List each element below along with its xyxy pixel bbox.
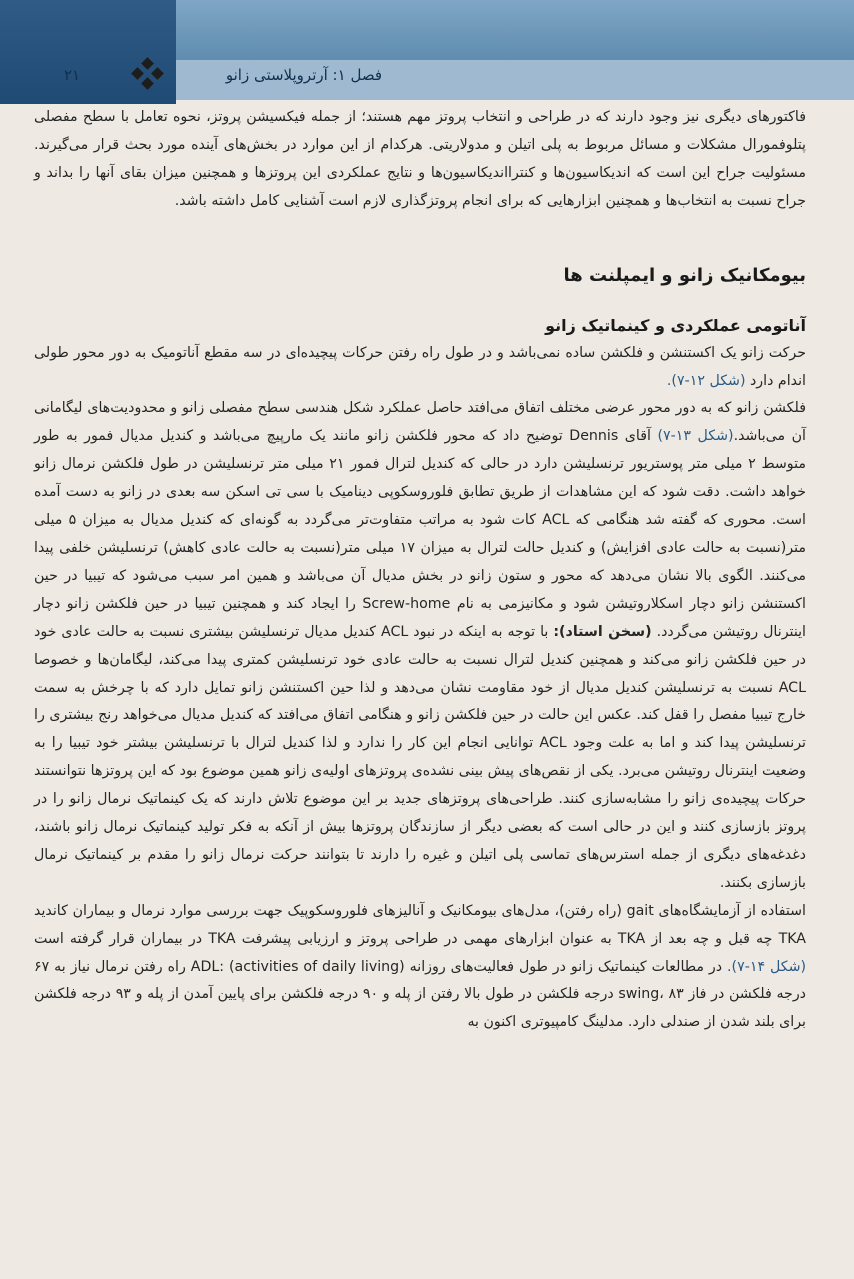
subsection-heading: آناتومی عملکردی و کینماتیک زانو [545,315,806,335]
page-body [34,104,806,1037]
four-diamond-ornament-icon [128,58,168,98]
figure-reference: (شکل ۱۲-۷). [666,372,746,389]
figure-reference: (شکل ۱۳-۷) [657,428,734,445]
paragraph-text: در مطالعات کینماتیک زانو در طول فعالیت‌های روزانه ADL: (activities of daily living) راه رفتن نرمال نیاز به ۶۷ درجه فلکشن در فاز swing، ۸۳ درجه فلکشن در طول بالا رفتن از پله و ۹۰ درجه فلکشن برای پایین آمدن از پله و ۹۳ درجه فلکشن برای بلند شدن از صندلی دارد. مدلینگ کامپیوتری اکنون به [34,958,806,1031]
page-number: ۲۱ [64,66,81,84]
paragraph-text: با توجه به اینکه در نبود ACL کندیل مدیال ترنسلیشن بیشتری نسبت به حالت عادی خود در حین فلکشن زانو می‌کند و همچنین کندیل لترال نسبت به حالت عادی خود ترنسلیشن کمتری پیدا می‌کند، لیگامان‌ها و خصوصا ACL نسبت به ترنسلیشن کندیل مدیال از خود مقاومت نشان می‌دهد و لذا حین اکستنشن زانو تمایل دارد که با چرخش به سمت خارج تیبیا مفصل را قفل کند. عکس این حالت در حین فلکشن زانو و هنگامی اتفاق می‌افتد که کندیل مدیال می‌خواهد رنج بیشتری را ترنسلیشن پیدا کند و اما به علت وجود ACL توانایی انجام این کار را ندارد و لذا کندیل لترال با ترنسلیشن بیشتر خود تیبیا را به وضعیت اینترنال روتیشن می‌برد. یکی از نقص‌های پیش بینی نشده‌ی پروتزهای اولیه‌ی زانو همین موضوع بود که این پروتزها نتوانستند حرکات پیچیده‌ی زانو را مشابه‌سازی کنند. طراحی‌های پروتزهای جدید بر این موضوع تلاش دارند که یک کینماتیک نرمال زانو را در پروتز بازسازی کنند و این در حالی است که بعضی دیگر از سازندگان پروتزها بیش از آنکه به فکر تولید کینماتیک نرمال زانو باشند، دغدغه‌های دیگری از جمله استرس‌های تماسی پلی اتیلن و غیره را دارند تا بتوانند حرکت نرمال زانو را مقدم بر کینماتیک نرمال بازسازی بکنند. [34,623,806,891]
paragraph-gait-analysis [34,898,806,1038]
chapter-title: فصل ۱: آرتروپلاستی زانو [225,66,382,84]
paragraph-knee-motion [34,340,806,396]
section-heading: بیومکانیک زانو و ایمپلنت ها [563,264,806,286]
paragraph-flexion-axis [34,395,806,897]
figure-reference: (شکل ۱۴-۷). [727,958,807,975]
paragraph-text: فلکشن زانو که به دور محور عرضی مختلف اتفاق می‌افتد حاصل عملکرد شکل هندسی سطح مفصلی زانو و محدودیت‌های لیگامانی آن می‌باشد. [34,400,806,445]
paragraph-text: حرکت زانو یک اکستنشن و فلکشن ساده نمی‌باشد و در طول راه رفتن حرکات پیچیده‌ای در سه مقطع آناتومیک به دور محور طولی اندام دارد [34,344,806,389]
professor-note-label: (سخن استاد): [553,623,652,640]
intro-paragraph: فاکتورهای دیگری نیز وجود دارند که در طراحی و انتخاب پروتز مهم هستند؛ از جمله فیکسیشن پروتز، نحوه تعامل با سطح مفصلی پتلوفمورال مشکلات و مسائل مربوط به پلی اتیلن و مدولاریتی. هرکدام از این موارد در بخش‌های آینده مورد بحث قرار می‌گیرند. مسئولیت جراح این است که اندیکاسیون‌ها و کنترااندیکاسیون‌ها و نتایج عملکردی این پروتزها و همچنین میزان بقای آنها را بداند و جراح نسبت به انتخاب‌ها و همچنین ابزارهایی که برای انجام پروتزگذاری لازم است آشنایی کامل داشته باشد. [34,109,806,209]
paragraph-text: استفاده از آزمایشگاه‌های gait (راه رفتن)، مدل‌های بیومکانیک و آنالیزهای فلوروسکوپیک جهت بررسی موارد نرمال و بیماران کاندید TKA چه قبل و چه بعد از TKA به عنوان ابزارهای مهمی در طراحی پروتز و ارزیابی پیشرفت TKA در بیماران قرار گرفته است [34,902,806,947]
paragraph-text: آقای Dennis توضیح داد که محور فلکشن زانو مانند یک مارپیچ می‌باشد و کندیل مدیال فمور به طور متوسط ۲ میلی متر پوستریور ترنسلیشن دارد در حالی که کندیل لترال فمور ۲۱ میلی متر ترنسلیشن در طول فلکشن نرمال زانو خواهد داشت. دقت شود که این مشاهدات از طریق تطابق فلوروسکوپی دینامیک با سی تی اسکن سه بعدی در زانو به دست آمده است. محوری که گفته شد هنگامی که ACL کات شود به مراتب متفاوت‌تر می‌گردد به گونه‌ای که کندیل مدیال به میزان ۵ میلی متر(نسبت به حالت عادی افزایش) و کندیل حالت لترال به میزان ۱۷ میلی متر(نسبت به حالت عادی کاهش) ترنسلیشن خلفی پیدا می‌کنند. الگوی بالا نشان می‌دهد که محور و ستون زانو در بخش مدیال آن می‌باشد و همین امر سبب می‌شود که تیبیا در حین اکستنشن زانو دچار اسکلاروتیشن شود و مکانیزمی به نام Screw-home را ایجاد کند و همچنین تیبیا در حین فلکشن زانو دچار اینترنال روتیشن می‌گردد. [34,428,807,640]
